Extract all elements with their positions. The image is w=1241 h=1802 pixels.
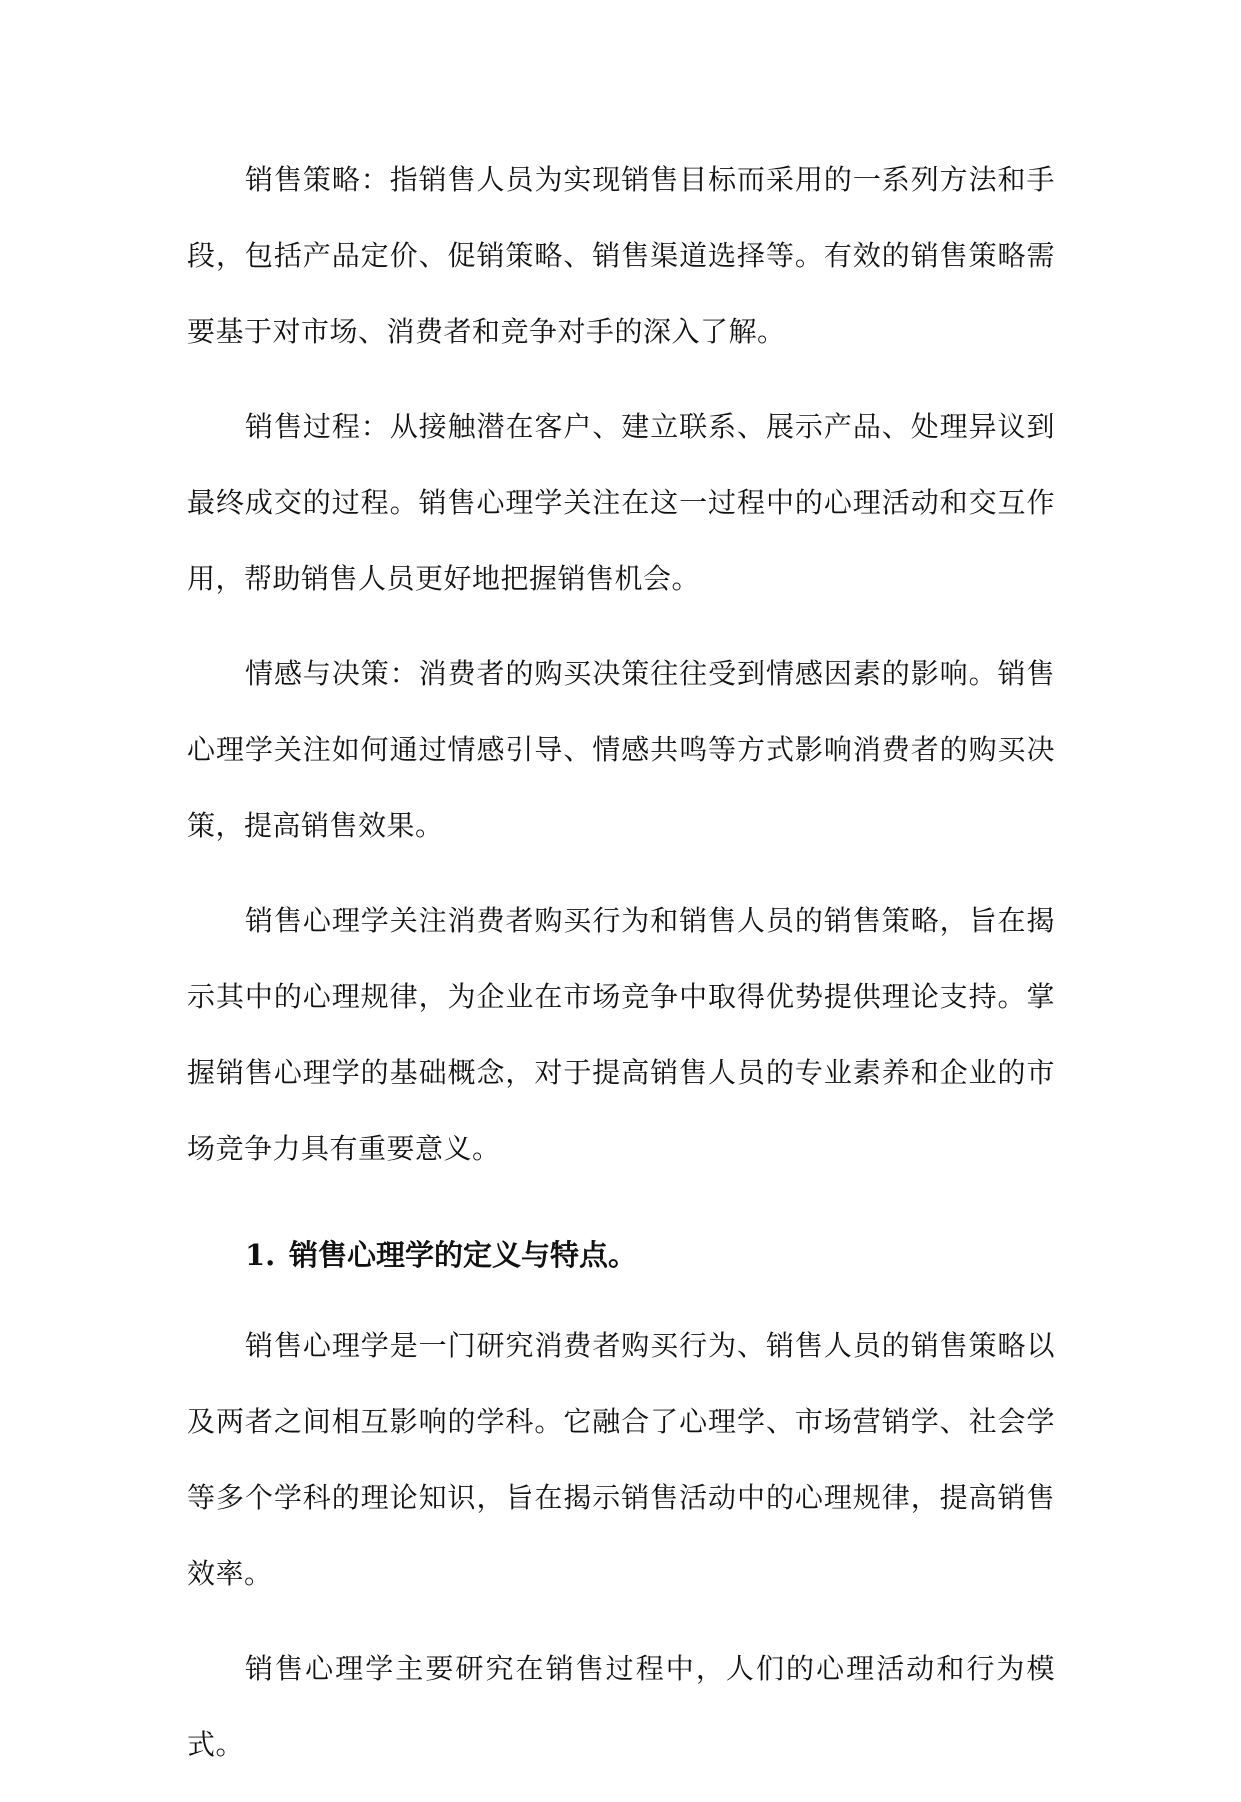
paragraph-research-focus: 销售心理学主要研究在销售过程中，人们的心理活动和行为模式。: [187, 1652, 1055, 1761]
paragraph-sales-strategy: 销售策略：指销售人员为实现销售目标而采用的一系列方法和手段，包括产品定价、促销策略、销售渠道选择等。有效的销售策略需要基于对市场、消费者和竞争对手的深入了解。: [187, 163, 1055, 348]
paragraph-sales-process: 销售过程：从接触潜在客户、建立联系、展示产品、处理异议到最终成交的过程。销售心理学关注在这一过程中的心理活动和交互作用，帮助销售人员更好地把握销售机会。: [187, 410, 1055, 595]
document-body: [187, 142, 1055, 1802]
section-number: 1.: [245, 1238, 276, 1272]
paragraph-emotion-decision: 情感与决策：消费者的购买决策往往受到情感因素的影响。销售心理学关注如何通过情感引导、情感共鸣等方式影响消费者的购买决策，提高销售效果。: [187, 657, 1055, 842]
section-title: 销售心理学的定义与特点。: [289, 1238, 638, 1272]
paragraph-definition: 销售心理学是一门研究消费者购买行为、销售人员的销售策略以及两者之间相互影响的学科。它融合了心理学、市场营销学、社会学等多个学科的理论知识，旨在揭示销售活动中的心理规律，提高销售效率。: [187, 1329, 1055, 1590]
paragraph-summary: 销售心理学关注消费者购买行为和销售人员的销售策略，旨在揭示其中的心理规律，为企业在市场竞争中取得优势提供理论支持。掌握销售心理学的基础概念，对于提高销售人员的专业素养和企业的市场竞争力具有重要意义。: [187, 904, 1055, 1165]
section-heading: [187, 1217, 1055, 1293]
